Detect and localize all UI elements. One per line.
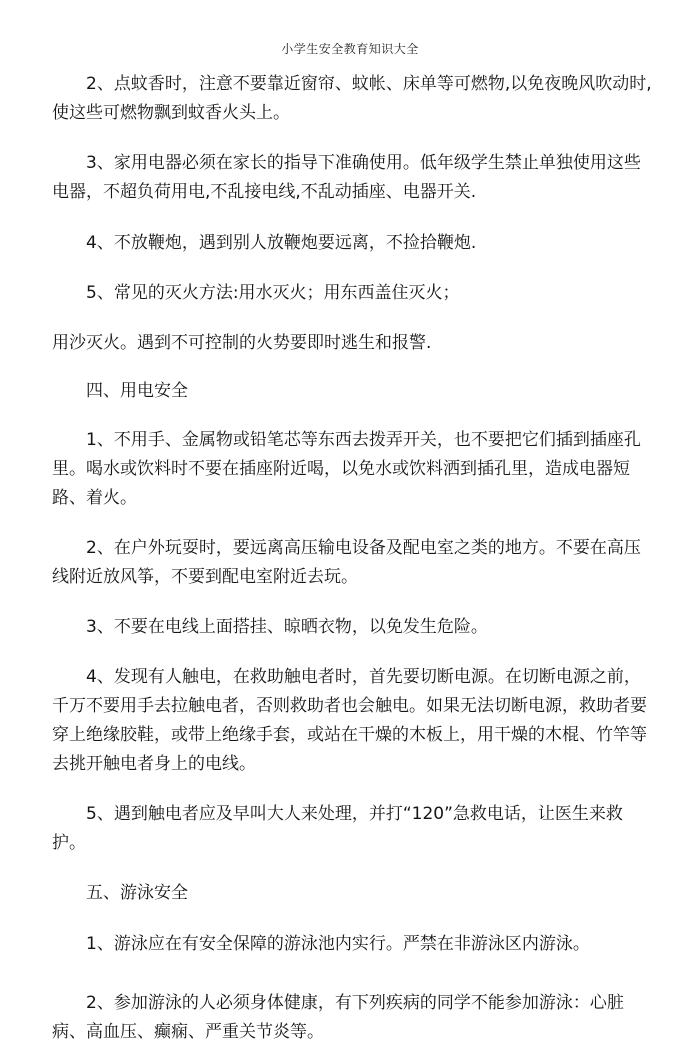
- electric-item-3: 3、不要在电线上面搭挂、晾晒衣物，以免发生危险。: [86, 617, 488, 637]
- document-body: [52, 70, 652, 1047]
- electric-item-5: 5、遇到触电者应及早叫大人来处理，并打“120”急救电话，让医生来救护。: [52, 804, 623, 853]
- swim-item-1: 1、游泳应在有安全保障的游泳池内实行。严禁在非游泳区内游泳。: [86, 934, 590, 954]
- section-heading-electric: 四、用电安全: [86, 381, 188, 401]
- electric-item-2: 2、在户外玩耍时，要远离高压输电设备及配电室之类的地方。不要在高压线附近放风筝，不要到配电室附近去玩。: [52, 538, 641, 587]
- electric-item-1: 1、不用手、金属物或铅笔芯等东西去拨弄开关，也不要把它们插到插座孔里。喝水或饮料时不要在插座附近喝，以免水或饮料洒到插孔里，造成电器短路、着火。: [52, 430, 641, 508]
- section-heading-swim: 五、游泳安全: [86, 883, 188, 903]
- fire-item-2: 2、点蚊香时，注意不要靠近窗帘、蚊帐、床单等可燃物,以免夜晚风吹动时,使这些可燃物飘到蚊香火头上。: [52, 74, 652, 123]
- fire-item-5-line-1: 5、常见的灭火方法:用水灭火；用东西盖住灭火；: [86, 283, 460, 303]
- page-header-title: 小学生安全教育知识大全: [281, 42, 419, 56]
- swim-item-2: 2、参加游泳的人必须身体健康，有下列疾病的同学不能参加游泳：心脏病、高血压、癫痫、严重关节炎等。: [52, 993, 624, 1042]
- fire-item-4: 4、不放鞭炮，遇到别人放鞭炮要远离，不捡拾鞭炮.: [86, 233, 477, 253]
- electric-item-4: 4、发现有人触电，在救助触电者时，首先要切断电源。在切断电源之前，千万不要用手去拉触电者，否则救助者也会触电。如果无法切断电源，救助者要穿上绝缘胶鞋，或带上绝缘手套，或站在干燥的木板上，用干燥的木棍、竹竿等去挑开触电者身上的电线。: [52, 667, 647, 774]
- fire-item-5-line-2: 用沙灭火。遇到不可控制的火势要即时逃生和报警.: [52, 333, 432, 353]
- fire-item-3: 3、家用电器必须在家长的指导下准确使用。低年级学生禁止单独使用这些电器，不超负荷用电,不乱接电线,不乱动插座、电器开关.: [52, 153, 641, 202]
